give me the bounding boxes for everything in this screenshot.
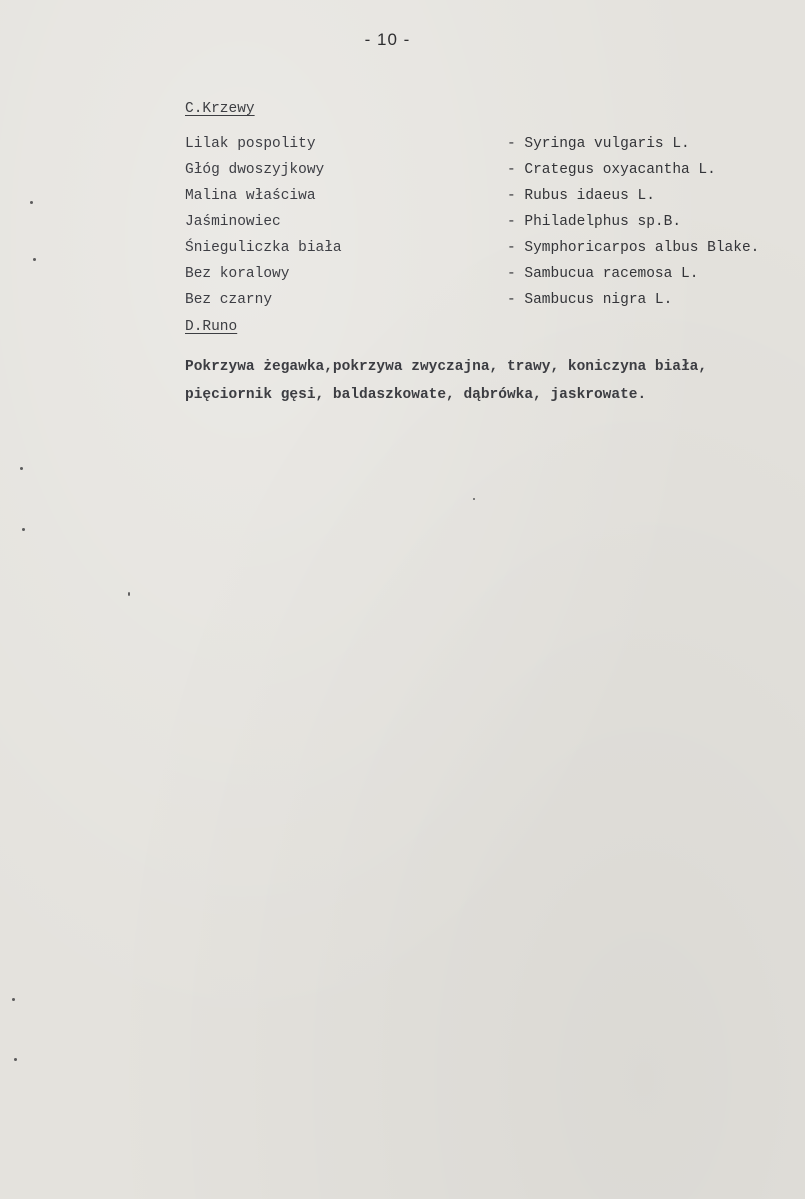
- page-number: - 10 -: [364, 30, 411, 49]
- scan-speck: [128, 592, 130, 596]
- scan-speck: [30, 201, 33, 204]
- runo-paragraph: [185, 353, 800, 409]
- species-row: [185, 162, 800, 188]
- species-latin-name: - Rubus idaeus L.: [507, 188, 655, 204]
- species-common-name: Głóg dwoszyjkowy: [185, 162, 325, 178]
- section-heading-runo: D.Runo: [185, 319, 238, 335]
- species-latin-name: - Philadelphus sp.B.: [507, 214, 682, 230]
- species-latin-name: - Symphoricarpos albus Blake.: [507, 240, 760, 256]
- species-latin-name: - Crategus oxyacantha L.: [507, 162, 716, 178]
- scan-speck: [22, 528, 25, 531]
- species-common-name: Bez koralowy: [185, 266, 290, 282]
- species-row: [185, 266, 800, 292]
- species-row: [185, 240, 800, 266]
- species-row: [185, 214, 800, 240]
- scan-speck: [33, 258, 36, 261]
- species-row: [185, 188, 800, 214]
- scan-speck: [12, 998, 15, 1001]
- species-common-name: Śnieguliczka biała: [185, 240, 342, 256]
- species-common-name: Lilak pospolity: [185, 136, 316, 152]
- scan-speck: [20, 467, 23, 470]
- scan-speck: [14, 1058, 17, 1061]
- species-common-name: Malina właściwa: [185, 188, 316, 204]
- species-list: [185, 136, 800, 318]
- species-common-name: Jaśminowiec: [185, 214, 281, 230]
- species-latin-name: - Syringa vulgaris L.: [507, 136, 690, 152]
- runo-line: Pokrzywa żegawka,pokrzywa zwyczajna, trawy, koniczyna biała,: [185, 359, 708, 375]
- section-heading-krzewy: C.Krzewy: [185, 101, 255, 117]
- species-latin-name: - Sambucus nigra L.: [507, 292, 673, 308]
- runo-line: pięciornik gęsi, baldaszkowate, dąbrówka, jaskrowate.: [185, 387, 647, 403]
- species-row: [185, 292, 800, 318]
- species-common-name: Bez czarny: [185, 292, 273, 308]
- species-row: [185, 136, 800, 162]
- scan-speck: [473, 498, 475, 500]
- species-latin-name: - Sambucua racemosa L.: [507, 266, 699, 282]
